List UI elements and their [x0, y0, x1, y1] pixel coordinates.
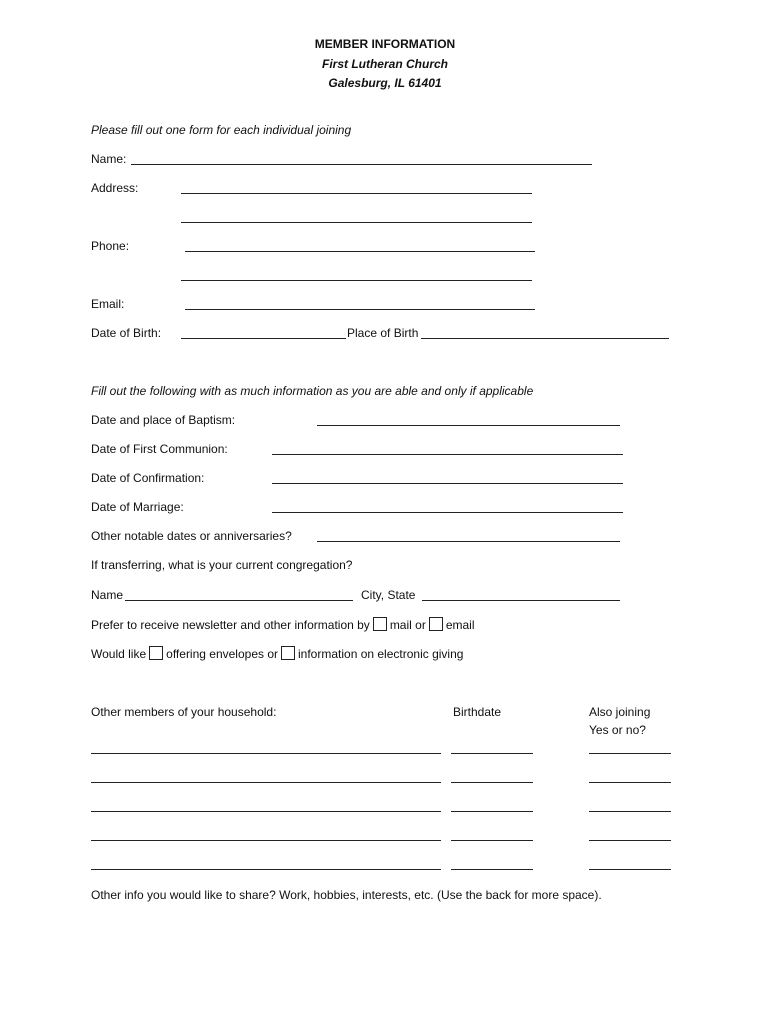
address-label: Address:	[91, 181, 139, 195]
offering-option-label: offering envelopes or	[166, 647, 278, 661]
name-label: Name:	[91, 152, 127, 166]
household-member-name-field[interactable]	[91, 869, 441, 870]
mail-checkbox[interactable]	[373, 617, 387, 631]
city-state-label: City, State	[361, 588, 416, 602]
household-joining-header: Also joining	[589, 705, 651, 719]
household-member-name-field[interactable]	[91, 811, 441, 812]
email-checkbox[interactable]	[429, 617, 443, 631]
would-like-prefix: Would like	[91, 647, 147, 661]
household-member-name-field[interactable]	[91, 840, 441, 841]
household-member-joining-field[interactable]	[589, 840, 671, 841]
address-field-line2[interactable]	[181, 222, 532, 223]
address-field-line1[interactable]	[181, 193, 532, 194]
communion-field[interactable]	[272, 454, 623, 455]
email-label: Email:	[91, 297, 125, 311]
other-dates-field[interactable]	[317, 541, 620, 542]
other-info-prompt: Other info you would like to share? Work, hobbies, interests, etc. (Use the back for more space).	[91, 888, 602, 902]
city-state-field[interactable]	[422, 600, 620, 601]
dob-field[interactable]	[181, 338, 346, 339]
electronic-giving-checkbox[interactable]	[281, 646, 295, 660]
church-location: Galesburg, IL 61401	[328, 76, 442, 90]
form-title: MEMBER INFORMATION	[314, 37, 456, 51]
phone-label: Phone:	[91, 239, 130, 253]
household-member-joining-field[interactable]	[589, 782, 671, 783]
other-dates-label: Other notable dates or anniversaries?	[91, 529, 292, 543]
household-member-joining-field[interactable]	[589, 753, 671, 754]
household-joining-subheader: Yes or no?	[589, 723, 646, 737]
phone-field-line1[interactable]	[185, 251, 535, 252]
pob-field[interactable]	[421, 338, 669, 339]
dob-label: Date of Birth:	[91, 326, 162, 340]
household-member-birthdate-field[interactable]	[451, 840, 533, 841]
baptism-field[interactable]	[317, 425, 620, 426]
baptism-label: Date and place of Baptism:	[91, 413, 236, 427]
email-option-label: email	[445, 618, 475, 632]
giving-preference	[91, 646, 463, 661]
confirmation-label: Date of Confirmation:	[91, 471, 205, 485]
church-name: First Lutheran Church	[321, 57, 448, 71]
offering-envelopes-checkbox[interactable]	[149, 646, 163, 660]
household-member-birthdate-field[interactable]	[451, 753, 533, 754]
congregation-name-field[interactable]	[125, 600, 353, 601]
congregation-name-label: Name	[91, 588, 124, 602]
household-birthdate-header: Birthdate	[453, 705, 502, 719]
pob-label: Place of Birth	[347, 326, 419, 340]
household-member-name-field[interactable]	[91, 753, 441, 754]
household-member-birthdate-field[interactable]	[451, 869, 533, 870]
household-member-birthdate-field[interactable]	[451, 782, 533, 783]
household-members-header: Other members of your household:	[91, 705, 277, 719]
household-member-joining-field[interactable]	[589, 811, 671, 812]
section2-intro: Fill out the following with as much information as you are able and only if applicable	[91, 384, 534, 398]
name-field[interactable]	[131, 164, 592, 165]
newsletter-prefix: Prefer to receive newsletter and other information by	[91, 618, 370, 632]
household-member-birthdate-field[interactable]	[451, 811, 533, 812]
mail-option-label: mail or	[389, 618, 426, 632]
marriage-label: Date of Marriage:	[91, 500, 184, 514]
phone-field-line2[interactable]	[181, 280, 532, 281]
household-member-joining-field[interactable]	[589, 869, 671, 870]
electronic-option-label: information on electronic giving	[298, 647, 464, 661]
communion-label: Date of First Communion:	[91, 442, 228, 456]
newsletter-preference	[91, 617, 475, 632]
confirmation-field[interactable]	[272, 483, 623, 484]
section1-intro: Please fill out one form for each individual joining	[91, 123, 352, 137]
household-member-name-field[interactable]	[91, 782, 441, 783]
transfer-question: If transferring, what is your current congregation?	[91, 558, 353, 572]
marriage-field[interactable]	[272, 512, 623, 513]
email-field[interactable]	[185, 309, 535, 310]
